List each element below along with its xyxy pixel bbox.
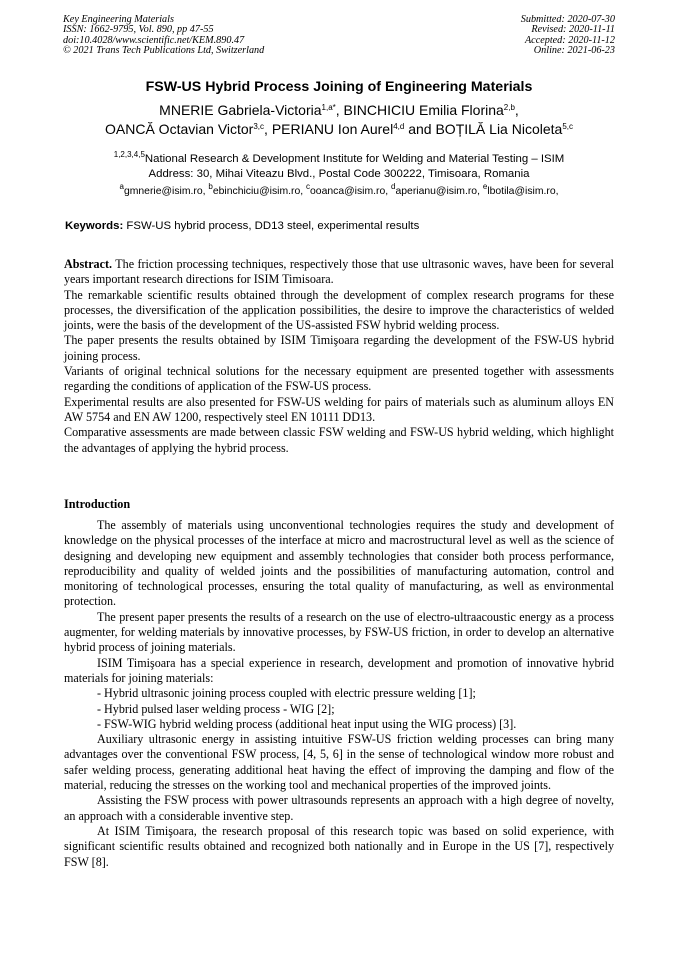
abstract-paragraph: Variants of original technical solutions for the necessary equipment are presented together with assessments regarding the conditions of application of the FSW-US process.: [64, 364, 614, 394]
abstract-paragraph: [64, 257, 614, 288]
author-separator: ,: [264, 121, 272, 137]
keywords: [65, 220, 419, 232]
author-affil: 4,d: [393, 122, 405, 131]
author-name: BINCHICIU Emilia Florina: [343, 102, 504, 118]
affiliation-institute: National Research & Development Institute for Welding and Material Testing – ISIM: [144, 153, 565, 165]
email-sup: d: [391, 182, 396, 191]
abstract-paragraph: Experimental results are also presented for FSW-US welding for pairs of materials such as aluminum alloys EN AW 5754 and EN AW 1200, respectively steel EN 10111 DD13.: [64, 394, 614, 424]
intro-paragraph: ISIM Timişoara has a special experience in research, development and promotion of innovative hybrid materials for joining materials:: [64, 655, 614, 685]
email-link[interactable]: lbotila@isim.ro,: [487, 186, 559, 197]
accepted-date: Accepted: 2020-11-12: [524, 34, 615, 46]
affiliation: [40, 152, 638, 181]
abstract-paragraph: The paper presents the results obtained by ISIM Timişoara regarding the development of the FSW-US hybrid joining process.: [64, 333, 614, 363]
author-name: MNERIE Gabriela-Victoria: [159, 102, 322, 118]
online-date: Online: 2021-06-23: [533, 45, 615, 57]
journal-doi: doi:10.4028/www.scientific.net/KEM.890.47: [63, 34, 245, 46]
section-heading-introduction: Introduction: [64, 497, 131, 511]
email-link[interactable]: gmnerie@isim.ro,: [123, 186, 206, 197]
paper-title: FSW-US Hybrid Process Joining of Engineering Materials: [145, 79, 533, 95]
journal-copyright: © 2021 Trans Tech Publications Ltd, Switzerland: [63, 45, 265, 57]
author-affil: 5,c: [562, 122, 573, 131]
email-sup: e: [482, 182, 488, 191]
abstract-paragraph: The remarkable scientific results obtained through the development of complex research programs for these processes, the diversification of the application possibilities, the desire to improve the characteristics of welded joints, were the basis of the development of the US-assisted FSW hybrid welding process.: [64, 287, 614, 333]
keywords-label: Keywords:: [65, 220, 124, 232]
author-name: BOȚILĂ Lia Nicoleta: [435, 121, 563, 137]
email-link[interactable]: ooanca@isim.ro,: [310, 186, 389, 197]
affiliation-sup: 1,2,3,4,5: [113, 150, 145, 159]
list-item: - Hybrid ultrasonic joining process coupled with electric pressure welding [1];: [97, 686, 476, 701]
journal-header: [63, 15, 264, 57]
abstract-label: Abstract.: [64, 257, 113, 271]
introduction-body: [64, 518, 614, 870]
journal-name: Key Engineering Materials: [63, 14, 174, 25]
intro-paragraph: The assembly of materials using unconventional technologies requires the study and development of knowledge on the physical processes of the interface at micro and macrostructural level as well as the science of designing and developing new equipment and assembly technologies that consider both process performance, reproducibility and quality of welded joints and the possibilities of manufacturing automation, control and monitoring of technological processes, ensuring the total quality of manufacturing, as well as environmental protection.: [64, 518, 614, 609]
email-link[interactable]: aperianu@isim.ro,: [395, 186, 480, 197]
email-sup: c: [306, 182, 311, 191]
list-item: - Hybrid pulsed laser welding process - WIG [2];: [97, 701, 335, 716]
email-link[interactable]: ebinchiciu@isim.ro,: [212, 186, 304, 197]
list-item: - FSW-WIG hybrid welding process (additional heat input using the WIG process) [3].: [97, 716, 517, 731]
author-affil: 1,a*: [321, 103, 336, 112]
intro-paragraph: The present paper presents the results of a research on the use of electro-ultraacoustic energy as a process augmenter, for welding materials by innovative processes, by FSW-US friction, in order to develop an alternative hybrid process of joining materials.: [64, 609, 614, 655]
author-affil: 2,b: [503, 103, 515, 112]
abstract-text: The friction processing techniques, respectively those that use ultrasonic waves, have been for several years important research directions for ISIM Timisoara.: [64, 257, 614, 287]
author-name: PERIANU Ion Aurel: [271, 121, 394, 137]
submitted-date: Submitted: 2020-07-30: [520, 14, 615, 25]
abstract: [64, 257, 614, 456]
journal-issn: ISSN: 1662-9795, Vol. 890, pp 47-55: [63, 24, 214, 36]
email-list: [30, 182, 648, 197]
affiliation-address: Address: 30, Mihai Viteazu Blvd., Postal Code 300222, Timisoara, Romania: [148, 167, 530, 180]
intro-paragraph: Assisting the FSW process with power ultrasounds represents an approach with a high degree of novelty, an approach with a considerable inventive step.: [64, 793, 614, 823]
revised-date: Revised: 2020-11-11: [531, 24, 615, 36]
author-affil: 3,c: [253, 122, 265, 131]
author-name: OANCĂ Octavian Victor: [105, 121, 254, 137]
author-line-2: [40, 120, 638, 139]
email-sup: b: [208, 182, 213, 191]
author-separator: and: [404, 121, 436, 137]
author-list: [40, 101, 638, 139]
affiliation-line-1: [40, 152, 638, 167]
dates-header: [521, 15, 615, 57]
intro-paragraph: At ISIM Timişoara, the research proposal of this research topic was based on solid experience, with significant scientific results obtained and recognized both nationally and in Europe in the US [7], respectively FSW [8].: [64, 823, 614, 869]
keywords-text: FSW-US hybrid process, DD13 steel, experimental results: [123, 220, 420, 232]
author-line-1: [40, 101, 638, 120]
intro-paragraph: Auxiliary ultrasonic energy in assisting intuitive FSW-US friction welding processes can bring many advantages over the conventional FSW process, [4, 5, 6] in the sense of technological window more robust and safer welding process, generating additional heat having the effect of improving the damping and flow of the material, reducing the stresses on the working tool and mechanical properties of the improved joints.: [64, 732, 614, 793]
author-separator: ,: [514, 102, 519, 118]
abstract-paragraph: Comparative assessments are made between classic FSW welding and FSW-US hybrid welding, which highlight the advantages of applying the hybrid process.: [64, 425, 614, 455]
email-sup: a: [119, 182, 124, 191]
author-separator: ,: [335, 102, 344, 118]
